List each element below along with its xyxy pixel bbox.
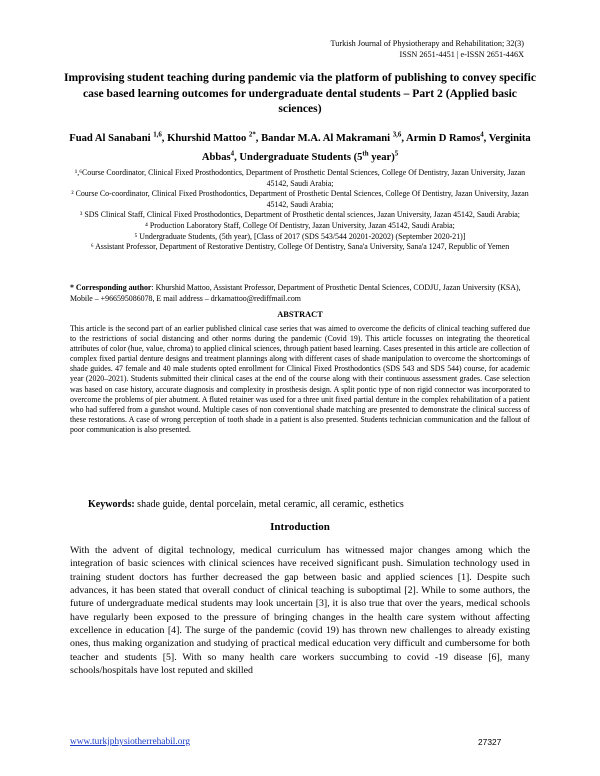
author-name: , Armin D Ramos [401, 133, 481, 144]
affiliation-item: ⁶ Assistant Professor, Department of Restorative Dentistry, College Of Dentistry, Sana'a University, Sana'a 1247, Republic of Yemen [90, 242, 510, 252]
keywords [88, 498, 528, 511]
affiliation-item: ⁵ Undergraduate Students, (5th year), [Class of 2017 (SDS 543/544 20201-20202) (September 2020-21)] [134, 231, 466, 241]
paper-title: Improvising student teaching during pandemic via the platform of publishing to convey specific case based learning outcomes for undergraduate dental students – Part 2 (Applied basic sciences) [64, 71, 536, 115]
author-affil-sup: 1,6 [153, 131, 162, 139]
page-number: 27327 [478, 737, 502, 747]
author-list [62, 129, 538, 167]
affiliation-item: ⁴ Production Laboratory Staff, College Of Dentistry, Jazan University, Jazan 45142, Saudi Arabia; [145, 220, 455, 230]
abstract-text: This article is the second part of an earlier published clinical case series that was aimed to overcome the deficits of clinical teaching suffered due to the restrictions of social distancing and other norms during the pandemic (Covid 19). This article focusses on integrating the theoretical attributes of color (hue, value, chroma) to applied clinical sciences, through patient based learning. Cases presented in this article are collection of complex fixed partial denture designs and treatment plannings along with different cases of shade manipulation to overcome the shortcomings of shade guides. 47 female and 40 male students opted enrollment for Clinical Fixed Prosthodontics (SDS 543 and SDS 544) course, for academic year (2020–2021). Students submitted their clinical cases at the end of the course along with their continuous assessment grades. Case selection was based on case history, accurate diagnosis and complexity in prosthesis design. A split pontic type of non rigid connector was incorporated to overcome the problems of pier abutment. A fluted retainer was used for a three unit fixed partial denture in the complex rehabilitation of a patient who had suffered from a gunshot wound. Multiple cases of non conventional shade matching are presented to demonstrate the clinical success of these restorations. A case of wrong perception of tooth shade in a patient is also presented. Students technician communication and the fallout of poor communication is also presented. [70, 324, 530, 434]
author-name: year) [368, 152, 395, 163]
footer-journal-link[interactable]: www.turkjphysiotherrehabil.org [70, 737, 191, 747]
author-name: , Bandar M.A. Al Makramani [255, 133, 393, 144]
affiliation-item: ³ SDS Clinical Staff, Clinical Fixed Prosthodontics, Department of Prosthetic dental sciences, Jazan University, Jazan 45142, Saudi Arabia; [80, 210, 520, 220]
introduction-heading: Introduction [270, 521, 330, 533]
abstract-heading: ABSTRACT [277, 310, 323, 319]
author-affil-sup: 2* [248, 131, 256, 139]
introduction-text: With the advent of digital technology, medical curriculum has witnessed major changes among which the integration of basic sciences with clinical sciences have received significant push. Simulation technology used in training student doctors has further decreased the gap between basic and applied sciences [1]. Despite such advances, it has been stated that overall conduct of clinical teaching is suboptimal [2]. While to some authors, the future of undergraduate medical students may look uncertain [3], it is also true that over the years, medical schools have regularly been exposed to the pressure of bringing changes in the health care system without affecting excellence in education [4]. The surge of the pandemic (covid 19) has thrown new challenges to already existing ones, thus making organization and studying of practical medical education very difficult and cumbersome for both teacher and students [5]. With so many health care workers succumbing to covid -19 disease [6], many schools/hospitals have lost reputed and skilled [70, 545, 530, 677]
author-name: , Khurshid Mattoo [161, 133, 249, 144]
author-affil-sup: 3,6 [392, 131, 402, 139]
keywords-list: shade guide, dental porcelain, metal ceramic, all ceramic, esthetics [134, 499, 404, 510]
corresponding-author [70, 283, 530, 304]
author-affil-sup: 4 [230, 150, 235, 158]
journal-issn: ISSN 2651-4451 | e-ISSN 2651-446X [399, 50, 524, 59]
author-name: , Verginita Abbas [201, 133, 531, 163]
affiliation-list [70, 168, 530, 253]
author-name: Fuad Al Sanabani [69, 133, 154, 144]
journal-name: Turkish Journal of Physiotherapy and Rehabilitation; 32(3) [330, 39, 524, 48]
author-name: , Undergraduate Students (5 [234, 152, 363, 163]
affiliation-item: ² Course Co-coordinator, Clinical Fixed Prosthodontics, Department of Prosthetic Dental Sciences, College Of Dentistry, Jazan University, Jazan 45142, Saudi Arabia; [71, 189, 529, 209]
affiliation-item: ¹,⁶Course Coordinator, Clinical Fixed Prosthodontics, Department of Prosthetic Dental Sciences, College Of Dentistry, Jazan University, Jazan 45142, Saudi Arabia; [74, 168, 526, 188]
keywords-label: Keywords: [88, 499, 135, 510]
journal-header [204, 38, 524, 60]
author-affil-sup: 5 [394, 150, 399, 158]
corresponding-details: : Khurshid Mattoo, Assistant Professor, Department of Prosthetic Dental Sciences, CODJU, Jazan University (KSA), Mobile – +966595086078, E mail address – drkamattoo@rediffmail.com [70, 283, 521, 303]
author-affil-sup: th [362, 150, 369, 158]
corresponding-label: * Corresponding author [70, 283, 152, 292]
author-affil-sup: 4 [480, 131, 484, 139]
